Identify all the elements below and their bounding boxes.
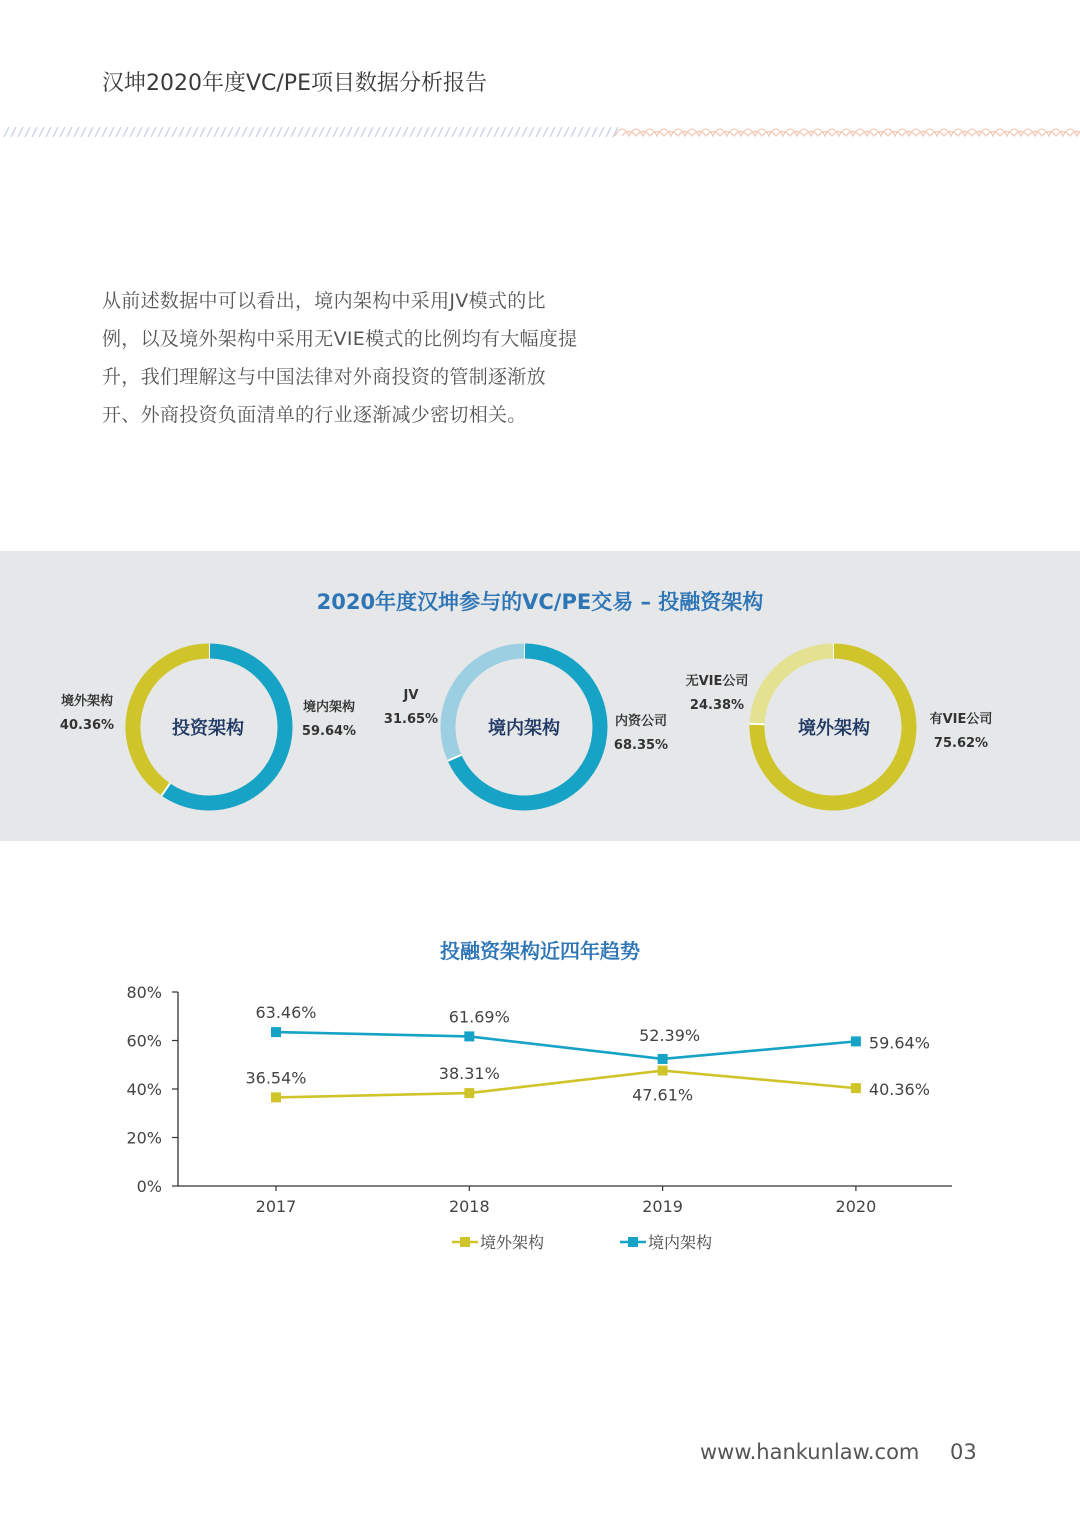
data-label: 38.31% [438,1064,500,1084]
data-label: 47.61% [632,1085,694,1105]
donut-slice-label: 境内架构 59.64% [301,700,357,739]
line-chart-title: 投融资架构近四年趋势 [440,939,640,963]
data-point [658,1066,668,1076]
footer-page-number: 03 [950,1440,977,1464]
series-line [276,1071,856,1098]
x-tick-label: 2020 [835,1197,877,1216]
body-paragraph: 从前述数据中可以看出，境内架构中采用JV模式的比例，以及境外架构中采用无VIE模式的比例均有大幅度提升，我们理解这与中国法律对外商投资的管制逐渐放开、外商投资负面清单的行业逐渐减少密切相关。 [102,290,578,426]
line-chart [0,970,1080,1270]
donut-center-label: 境外架构 [798,718,870,739]
series-line [276,1032,856,1059]
legend-label: 境内架构 [648,1233,713,1252]
donut-center-label: 投资架构 [172,718,244,739]
y-tick-label: 20% [126,1128,162,1148]
y-tick-label: 60% [126,1031,162,1051]
data-label: 63.46% [255,1003,317,1023]
x-tick-label: 2019 [642,1197,683,1216]
donut-slice-label: JV 31.65% [383,688,439,727]
data-point [464,1031,474,1041]
data-point [464,1088,474,1098]
donut-slice-label: 有VIE公司 75.62% [929,712,993,751]
data-point [851,1036,861,1046]
footer-website-url[interactable]: www.hankunlaw.com [700,1440,920,1464]
donut-section-title: 2020年度汉坤参与的VC/PE交易 – 投融资架构 [316,590,764,614]
data-point [851,1083,861,1093]
data-label: 36.54% [245,1068,307,1088]
donut-charts [0,551,1080,841]
donut-slice-label: 境外架构 40.36% [59,694,115,733]
data-label: 59.64% [868,1033,930,1053]
x-tick-label: 2017 [255,1197,297,1216]
data-label: 61.69% [448,1007,510,1027]
legend-label: 境外架构 [480,1233,545,1252]
donut-center-label: 境内架构 [488,718,560,739]
donut-slice-label: 无VIE公司 24.38% [685,674,749,713]
donut-slice [448,651,524,758]
x-tick-label: 2018 [448,1197,490,1216]
data-point [271,1027,281,1037]
donut-slice-label: 内资公司 68.35% [613,714,669,753]
y-tick-label: 0% [136,1177,162,1196]
y-tick-label: 40% [126,1080,162,1099]
data-label: 52.39% [639,1025,701,1045]
y-tick-label: 80% [126,983,162,1002]
data-point [271,1092,281,1102]
data-label: 40.36% [868,1080,930,1100]
data-point [658,1054,668,1064]
page-header-title: 汉坤2020年度VC/PE项目数据分析报告 [102,71,487,96]
decorative-wave-divider [0,124,1080,140]
